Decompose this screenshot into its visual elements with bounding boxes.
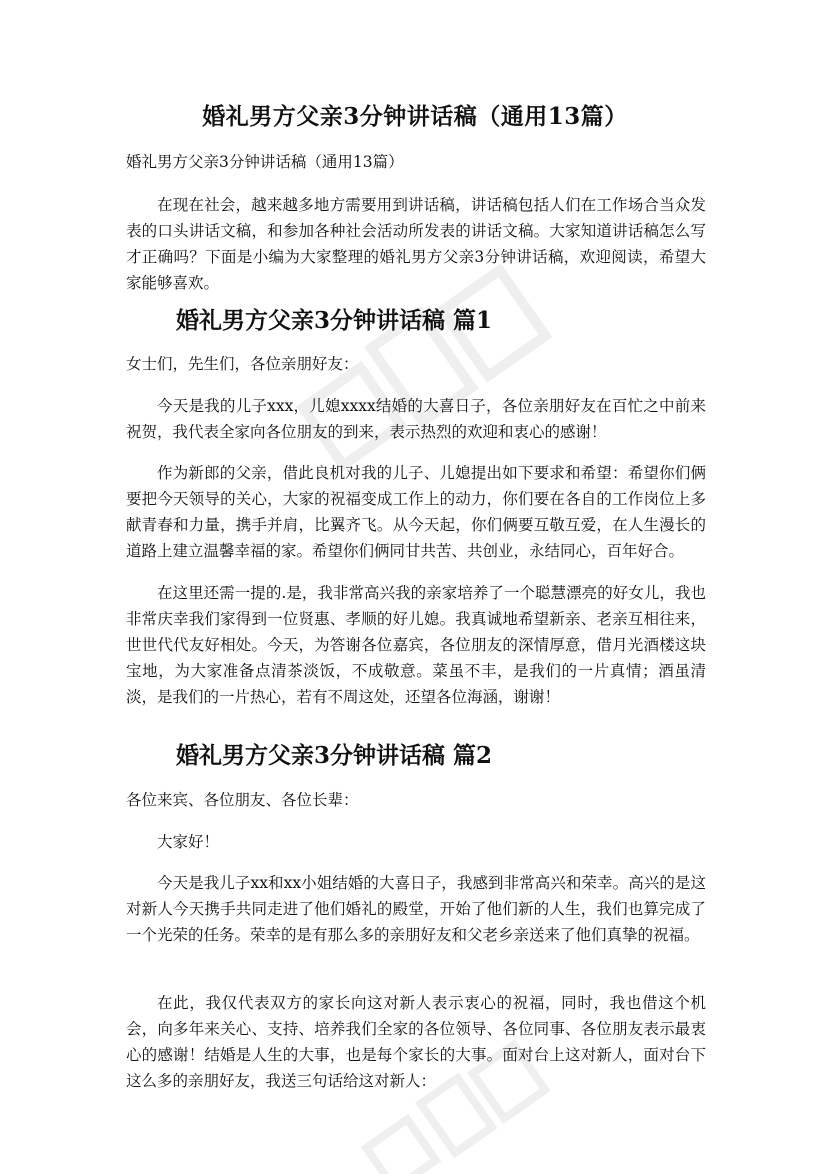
- body-paragraph: 大家好！: [157, 833, 220, 851]
- section-heading: 婚礼男方父亲3分钟讲话稿 篇1: [176, 307, 493, 334]
- section-heading: 婚礼男方父亲3分钟讲话稿 篇2: [176, 742, 493, 769]
- body-paragraph: 今天是我的儿子xxx，儿媳xxxx结婚的大喜日子，各位亲朋好友在百忙之中前来祝贺，我代表全家向各位朋友的到来，表示热烈的欢迎和衷心的感谢！: [126, 397, 706, 441]
- body-paragraph: 今天是我儿子xx和xx小姐结婚的大喜日子，我感到非常高兴和荣幸。高兴的是这对新人今天携手共同走进了他们婚礼的殿堂，开始了他们新的人生，我们也算完成了一个光荣的任务。荣幸的是有那么多的亲朋好友和父老乡亲送来了他们真挚的祝福。: [126, 874, 706, 944]
- section-greeting: 女士们，先生们，各位亲朋好友：: [126, 355, 359, 373]
- body-paragraph: 在这里还需一提的.是，我非常高兴我的亲家培养了一个聪慧漂亮的好女儿，我也非常庆幸我们家得到一位贤惠、孝顺的好儿媳。我真诚地希望新亲、老亲互相往来，世世代代友好相处。今天，为答谢各位嘉宾，各位朋友的深情厚意，借月光酒楼这块宝地，为大家准备点清茶淡饭，不成敬意。菜虽不丰，是我们的一片真情；酒虽清淡，是我们的一片热心，若有不周这处，还望各位海涵，谢谢！: [126, 584, 706, 706]
- section-greeting: 各位来宾、各位朋友、各位长辈：: [126, 791, 359, 809]
- document-subtitle: 婚礼男方父亲3分钟讲话稿（通用13篇）: [126, 153, 404, 171]
- body-paragraph: 作为新郎的父亲，借此良机对我的儿子、儿媳提出如下要求和希望：希望你们俩要把今天领导的关心，大家的祝福变成工作上的动力，你们要在各自的工作岗位上多献青春和力量，携手并肩，比翼齐飞。从今天起，你们俩要互敬互爱，在人生漫长的道路上建立温馨幸福的家。希望你们俩同甘共苦、共创业，永结同心，百年好合。: [126, 464, 706, 560]
- document-title: 婚礼男方父亲3分钟讲话稿（通用13篇）: [202, 103, 628, 130]
- intro-paragraph: 在现在社会，越来越多地方需要用到讲话稿，讲话稿包括人们在工作场合当众发表的口头讲话文稿，和参加各种社会活动所发表的讲话文稿。大家知道讲话稿怎么写才正确吗？下面是小编为大家整理的婚礼男方父亲3分钟讲话稿，欢迎阅读，希望大家能够喜欢。: [126, 196, 706, 292]
- body-paragraph: 在此，我仅代表双方的家长向这对新人表示衷心的祝福，同时，我也借这个机会，向多年来关心、支持、培养我们全家的各位领导、各位同事、各位朋友表示最衷心的感谢！结婚是人生的大事，也是每个家长的大事。面对台上这对新人，面对台下这么多的亲朋好友，我送三句话给这对新人：: [126, 994, 706, 1090]
